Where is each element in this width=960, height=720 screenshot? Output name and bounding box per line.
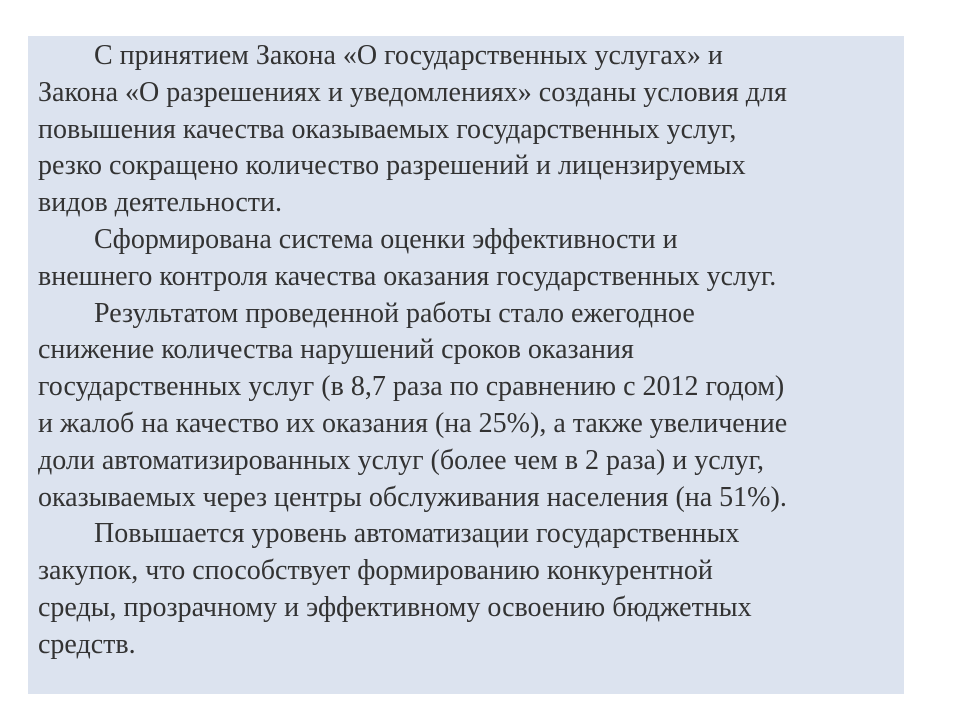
- text-line: резко сокращено количество разрешений и лицензируемых: [38, 150, 746, 182]
- text-line: средств.: [38, 628, 136, 660]
- text-line: оказываемых через центры обслуживания населения (на 51%).: [38, 481, 787, 513]
- paragraph-procurement: [38, 516, 904, 663]
- text-line: снижение количества нарушений сроков оказания: [38, 334, 634, 366]
- text-line: государственных услуг (в 8,7 раза по сравнению с 2012 годом): [38, 371, 785, 403]
- text-line: и жалоб на качество их оказания (на 25%), а также увеличение: [38, 407, 788, 439]
- text-line: Результатом проведенной работы стало ежегодное: [94, 297, 695, 329]
- text-line: Сформирована система оценки эффективности и: [94, 223, 678, 255]
- paragraph-laws: [38, 38, 904, 222]
- text-line: закупок, что способствует формированию конкурентной: [38, 555, 713, 587]
- text-line: внешнего контроля качества оказания государственных услуг.: [38, 260, 777, 292]
- paragraph-evaluation-system: [38, 222, 904, 296]
- text-line: повышения качества оказываемых государственных услуг,: [38, 113, 737, 145]
- paragraph-results: [38, 296, 904, 517]
- text-line: доли автоматизированных услуг (более чем в 2 раза) и услуг,: [38, 444, 764, 476]
- text-box: [28, 36, 904, 694]
- text-line: среды, прозрачному и эффективному освоению бюджетных: [38, 591, 752, 623]
- text-line: Закона «О разрешениях и уведомлениях» созданы условия для: [38, 76, 787, 108]
- text-line: видов деятельности.: [38, 187, 282, 219]
- text-line: С принятием Закона «О государственных услугах» и: [94, 40, 723, 71]
- text-line: Повышается уровень автоматизации государственных: [94, 518, 740, 550]
